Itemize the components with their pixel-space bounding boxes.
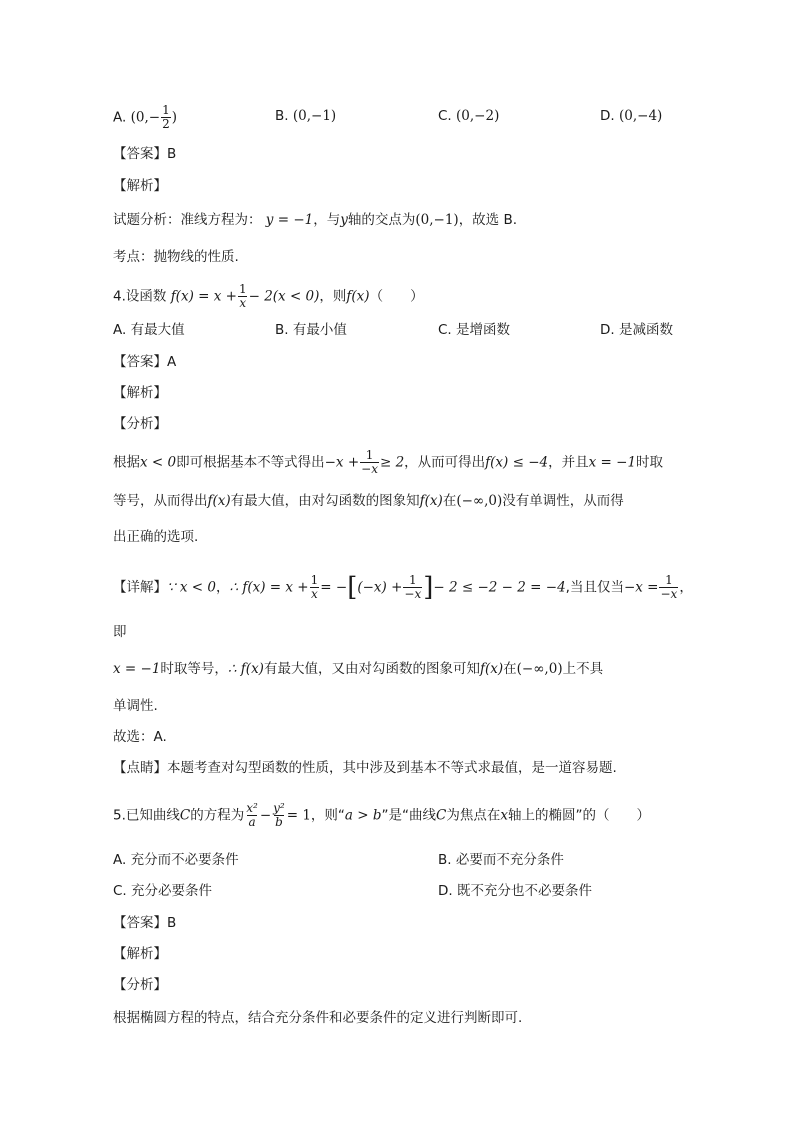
text: 根据	[113, 454, 140, 471]
text: 等号，从而得出	[113, 493, 208, 509]
option-letter: A.	[113, 109, 127, 126]
q4-option-b	[275, 320, 347, 340]
q5-fenxi-tag: 【分析】	[113, 977, 167, 993]
fraction	[272, 802, 286, 829]
q5-analysis-tag: 【解析】	[113, 946, 167, 962]
option-text: 是增函数	[456, 322, 511, 338]
fraction	[161, 104, 171, 131]
math: f(x) ≤ −4	[485, 454, 549, 471]
text: ，	[679, 579, 693, 596]
option-letter: D.	[600, 322, 615, 338]
option-letter: B.	[438, 852, 452, 868]
detail-tag: 【详解】	[113, 579, 167, 596]
frac-num: 1	[310, 573, 319, 587]
q4-fenxi-line3: 出正确的选项.	[113, 529, 199, 545]
frac-den: 2	[162, 117, 170, 131]
text: 时取	[636, 454, 664, 471]
text: 有最大值，由对勾函数的图象知	[230, 493, 420, 509]
answer-value: B	[167, 146, 177, 162]
q4-detail-line1: 【详解】∵ x < 0，∴ f(x) = x + $\frac{1}{x}$ = −[(−x) + $\frac{1}{-x}$ ]− 2 ≤ −2 − 2 = −4,当且仅当−x = $\frac{1}{-x}$ ，	[113, 572, 693, 603]
math: − 2(x < 0)	[248, 288, 320, 305]
q5-stem	[113, 802, 650, 829]
answer-value: B	[167, 915, 177, 931]
option-letter: C.	[113, 883, 127, 899]
math: f(x)	[419, 493, 443, 509]
text: 试题分析：准线方程为：	[113, 212, 262, 228]
q4-option-a	[113, 320, 185, 340]
text: ，则“	[310, 807, 345, 824]
q5-answer	[113, 913, 176, 933]
fraction	[403, 574, 422, 601]
frac-den: −x	[404, 587, 422, 601]
math: (−∞,0)	[456, 493, 503, 509]
q5-option-d	[438, 881, 592, 901]
text: 轴上的椭圆”的（ ）	[507, 807, 650, 824]
answer-tag: 【答案】	[113, 915, 167, 931]
q4-answer	[113, 352, 176, 372]
q4-detail-line2: 即	[113, 624, 127, 640]
text: 本题考查对勾型函数的性质，其中涉及到基本不等式求最值，是一道容易题.	[167, 760, 617, 776]
option-expr: (0,−1)	[292, 108, 337, 124]
option-letter: A.	[113, 852, 127, 868]
math: ∴ f(x)	[227, 661, 264, 677]
math: −x +	[324, 454, 360, 471]
q3-option-a	[113, 104, 177, 131]
q4-detail-line3	[113, 659, 603, 679]
text: 为焦点在	[446, 807, 501, 824]
dianjing-tag: 【点睛】	[113, 760, 167, 776]
math: C	[436, 807, 447, 824]
q5-fenxi-text: 根据椭圆方程的特点，结合充分条件和必要条件的定义进行判断即可.	[113, 1010, 523, 1026]
q4-stem	[113, 283, 424, 310]
math: f(x) = x +	[170, 288, 237, 305]
frac-num: y²	[273, 801, 285, 815]
text: ，则	[319, 288, 347, 305]
frac-den: x	[239, 296, 247, 310]
option-letter: A.	[113, 322, 127, 338]
math: −	[259, 807, 272, 824]
option-text: 充分而不必要条件	[130, 852, 239, 868]
math: y	[340, 212, 348, 228]
fraction	[245, 802, 259, 829]
option-letter: D.	[438, 883, 453, 899]
q5-option-a	[113, 850, 239, 870]
option-text: 有最大值	[130, 322, 185, 338]
option-text: 充分必要条件	[131, 883, 213, 899]
text: ”是“曲线	[381, 807, 437, 824]
option-expr: )	[171, 109, 177, 126]
text: ,当且仅当	[565, 579, 624, 596]
text: ，并且	[548, 454, 589, 471]
math: C	[179, 807, 191, 824]
text: 有最大值，又由对勾函数的图象可知	[263, 661, 480, 677]
option-letter: C.	[438, 322, 452, 338]
math: (0,−1)	[415, 212, 459, 228]
q4-detail-line4: 单调性.	[113, 698, 158, 714]
q4-option-c	[438, 320, 510, 340]
q4-option-d	[600, 320, 673, 340]
fraction	[659, 574, 678, 601]
frac-den: b	[275, 815, 283, 829]
text: 没有单调性，从而得	[502, 493, 624, 509]
math: y = −1	[265, 212, 314, 228]
option-text: 必要而不充分条件	[455, 852, 564, 868]
fraction	[310, 574, 320, 601]
option-expr: (0,−2)	[456, 108, 500, 124]
text: 4.设函数	[113, 288, 167, 305]
math: x = −1	[113, 661, 161, 677]
math: = −	[320, 579, 348, 596]
q3-analysis-line	[113, 210, 517, 230]
option-expr: (0,−	[130, 109, 161, 126]
answer-value: A	[167, 354, 177, 370]
q3-analysis-tag: 【解析】	[113, 178, 167, 194]
option-letter: B.	[275, 108, 289, 124]
q3-answer	[113, 144, 176, 164]
bracket-left: [	[347, 572, 358, 603]
q3-option-d	[600, 106, 662, 126]
frac-num: 1	[238, 282, 247, 296]
math: a > b	[344, 807, 382, 824]
frac-num: x²	[246, 801, 258, 815]
math: f(x)	[479, 661, 504, 677]
q4-fenxi-tag: 【分析】	[113, 416, 167, 432]
frac-den: −x	[660, 587, 678, 601]
text: 在	[503, 661, 517, 677]
math: f(x)	[207, 493, 231, 509]
fraction	[238, 283, 248, 310]
q3-kaodian: 考点：抛物线的性质.	[113, 249, 239, 265]
text: 5.已知曲线	[113, 807, 180, 824]
fraction	[360, 449, 379, 476]
bracket-right: ]	[423, 572, 434, 603]
text: （ ）	[369, 288, 424, 305]
frac-num: 1	[162, 103, 170, 117]
math: −x =	[623, 579, 659, 596]
q5-option-c	[113, 881, 212, 901]
frac-num: 1	[365, 448, 374, 462]
math: x = −1	[588, 454, 637, 471]
option-text: 有最小值	[292, 322, 347, 338]
math: f(x)	[346, 288, 370, 305]
q4-fenxi-line1	[113, 449, 663, 476]
text: ，故选 B.	[458, 212, 518, 228]
option-letter: C.	[438, 108, 452, 124]
option-expr: (0,−4)	[618, 108, 663, 124]
q4-fenxi-line2	[113, 491, 624, 511]
q3-option-c	[438, 106, 499, 126]
q5-option-b	[438, 850, 564, 870]
math: (−x) +	[357, 579, 403, 596]
text: ，从而可得出	[404, 454, 486, 471]
math: (−∞,0)	[516, 661, 563, 677]
q3-option-b	[275, 106, 336, 126]
frac-den: a	[248, 815, 256, 829]
math: = 1	[286, 807, 311, 824]
math: x	[500, 807, 508, 824]
option-letter: D.	[600, 108, 615, 124]
math: ∴ f(x) = x +	[229, 579, 309, 596]
text: 的方程为	[190, 807, 245, 824]
text: 轴的交点为	[347, 212, 416, 228]
math: x < 0	[140, 454, 177, 471]
math: ≥ 2	[379, 454, 405, 471]
text: 上不具	[562, 661, 604, 677]
option-text: 既不充分也不必要条件	[456, 883, 592, 899]
answer-tag: 【答案】	[113, 146, 167, 162]
frac-den: x	[311, 587, 318, 601]
text: 即可根据基本不等式得出	[176, 454, 325, 471]
frac-den: −x	[361, 462, 378, 476]
q4-choose: 故选：A.	[113, 729, 167, 745]
text: ，与	[313, 212, 341, 228]
answer-tag: 【答案】	[113, 354, 167, 370]
text: 在	[442, 493, 457, 509]
option-letter: B.	[275, 322, 289, 338]
math: − 2 ≤ −2 − 2 = −4	[433, 579, 566, 596]
text: 时取等号，	[160, 661, 228, 677]
q4-analysis-tag: 【解析】	[113, 385, 167, 401]
math: ∵ x < 0	[167, 579, 216, 596]
frac-num: 1	[665, 573, 673, 587]
q4-dianjing	[113, 758, 617, 778]
option-text: 是减函数	[618, 322, 673, 338]
frac-num: 1	[409, 573, 417, 587]
